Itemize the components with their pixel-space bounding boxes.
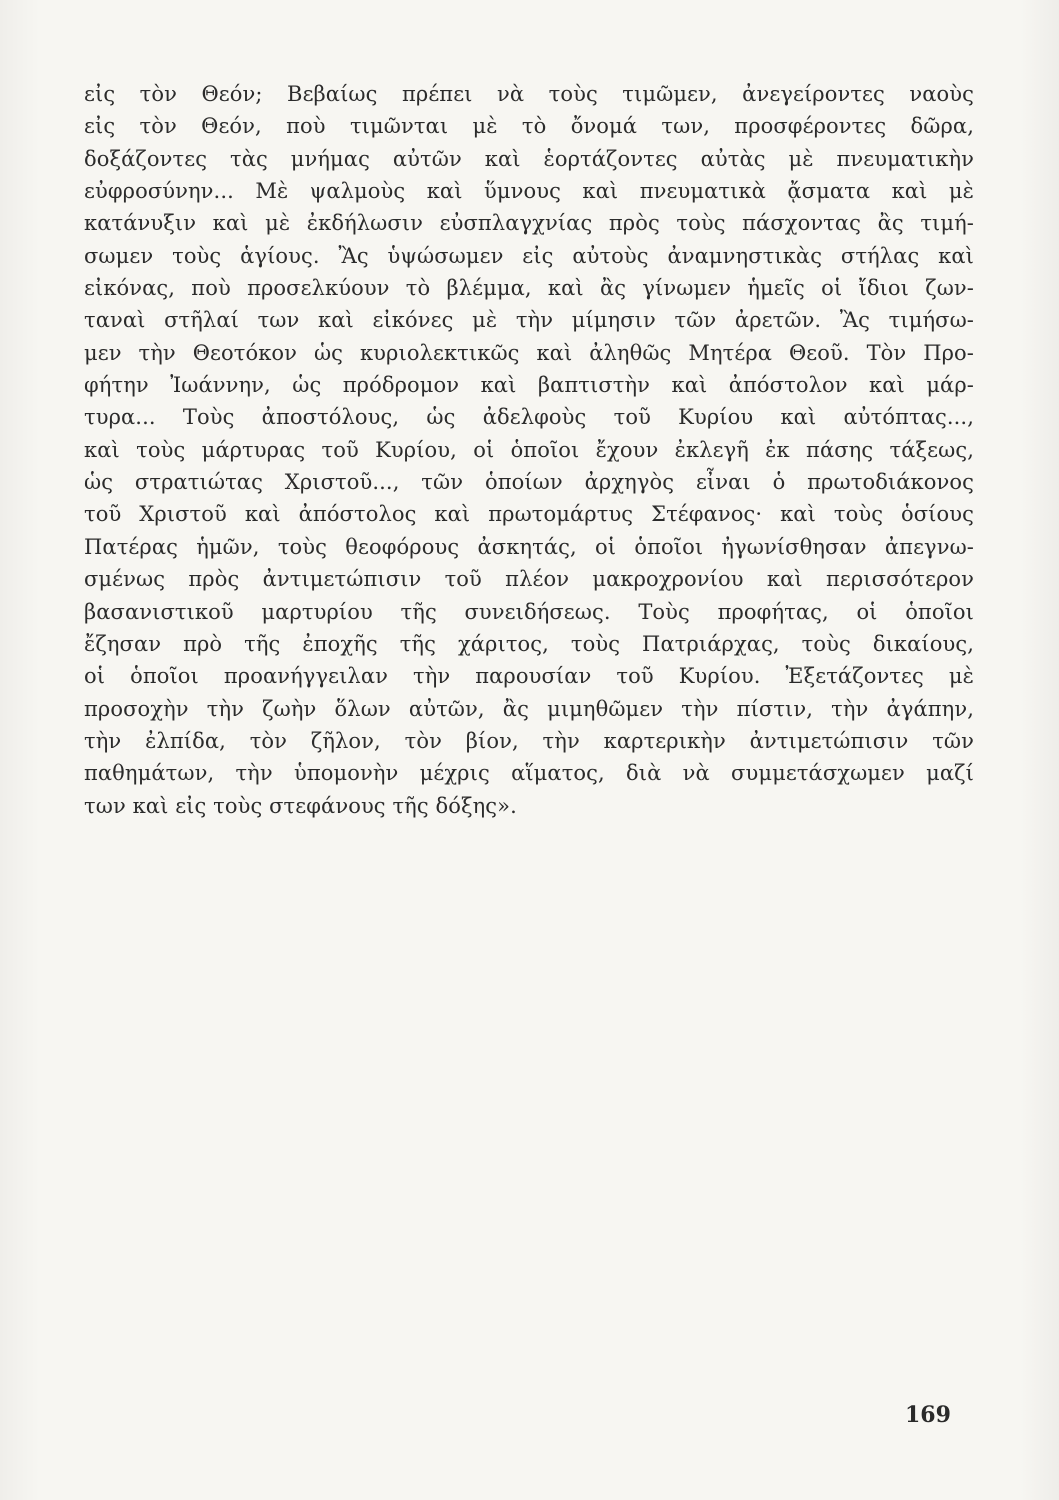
text-line: ἔζησαν πρὸ τῆς ἐποχῆς τῆς χάριτος, τοὺς Πατριάρχας, τοὺς δικαίους, [84, 631, 974, 656]
text-line: δοξάζοντες τὰς μνήμας αὐτῶν καὶ ἑορτάζοντες αὐτὰς μὲ πνευματικὴν [84, 146, 974, 171]
text-line: παθημάτων, τὴν ὑπομονὴν μέχρις αἵματος, διὰ νὰ συμμετάσχωμεν μαζί [84, 761, 974, 786]
text-line-last: των καὶ εἰς τοὺς στεφάνους τῆς δόξης». [84, 793, 517, 818]
text-line: ταναὶ στῆλαί των καὶ εἰκόνες μὲ τὴν μίμησιν τῶν ἀρετῶν. Ἂς τιμήσω- [84, 308, 974, 333]
text-line: εἰκόνας, ποὺ προσελκύουν τὸ βλέμμα, καὶ ἂς γίνωμεν ἡμεῖς οἱ ἴδιοι ζων- [84, 276, 974, 301]
text-line: Πατέρας ἡμῶν, τοὺς θεοφόρους ἀσκητάς, οἱ ὁποῖοι ἠγωνίσθησαν ἀπεγνω- [84, 534, 974, 559]
text-line: σωμεν τοὺς ἁγίους. Ἂς ὑψώσωμεν εἰς αὐτοὺς ἀναμνηστικὰς στήλας καὶ [84, 243, 974, 268]
body-text [84, 78, 974, 822]
text-line: οἱ ὁποῖοι προανήγγειλαν τὴν παρουσίαν τοῦ Κυρίου. Ἐξετάζοντες μὲ [84, 664, 974, 689]
text-line: εἰς τὸν Θεόν; Βεβαίως πρέπει νὰ τοὺς τιμῶμεν, ἀνεγείροντες ναοὺς [84, 82, 974, 106]
text-line: μεν τὴν Θεοτόκον ὡς κυριολεκτικῶς καὶ ἀληθῶς Μητέρα Θεοῦ. Τὸν Προ- [84, 340, 974, 365]
page-number: 169 [905, 1402, 951, 1428]
text-line: βασανιστικοῦ μαρτυρίου τῆς συνειδήσεως. Τοὺς προφήτας, οἱ ὁποῖοι [84, 599, 974, 624]
text-line: φήτην Ἰωάννην, ὡς πρόδρομον καὶ βαπτιστὴν καὶ ἀπόστολον καὶ μάρ- [84, 373, 974, 398]
text-line: εἰς τὸν Θεόν, ποὺ τιμῶνται μὲ τὸ ὄνομά των, προσφέροντες δῶρα, [84, 114, 974, 139]
text-line: τὴν ἐλπίδα, τὸν ζῆλον, τὸν βίον, τὴν καρτερικὴν ἀντιμετώπισιν τῶν [84, 728, 974, 753]
text-line: κατάνυξιν καὶ μὲ ἐκδήλωσιν εὐσπλαγχνίας πρὸς τοὺς πάσχοντας ἂς τιμή- [84, 211, 974, 236]
text-line: τοῦ Χριστοῦ καὶ ἀπόστολος καὶ πρωτομάρτυς Στέφανος· καὶ τοὺς ὁσίους [84, 502, 974, 527]
text-line: σμένως πρὸς ἀντιμετώπισιν τοῦ πλέον μακροχρονίου καὶ περισσότερον [84, 567, 974, 592]
text-line: καὶ τοὺς μάρτυρας τοῦ Κυρίου, οἱ ὁποῖοι ἔχουν ἐκλεγῆ ἐκ πάσης τάξεως, [84, 437, 974, 462]
text-line: προσοχὴν τὴν ζωὴν ὅλων αὐτῶν, ἂς μιμηθῶμεν τὴν πίστιν, τὴν ἀγάπην, [84, 696, 974, 721]
text-line: εὐφροσύνην... Μὲ ψαλμοὺς καὶ ὕμνους καὶ πνευματικὰ ᾄσματα καὶ μὲ [84, 179, 974, 204]
text-line: ὡς στρατιώτας Χριστοῦ..., τῶν ὁποίων ἀρχηγὸς εἶναι ὁ πρωτοδιάκονος [84, 470, 974, 495]
text-line: τυρα... Τοὺς ἀποστόλους, ὡς ἀδελφοὺς τοῦ Κυρίου καὶ αὐτόπτας..., [84, 405, 974, 430]
